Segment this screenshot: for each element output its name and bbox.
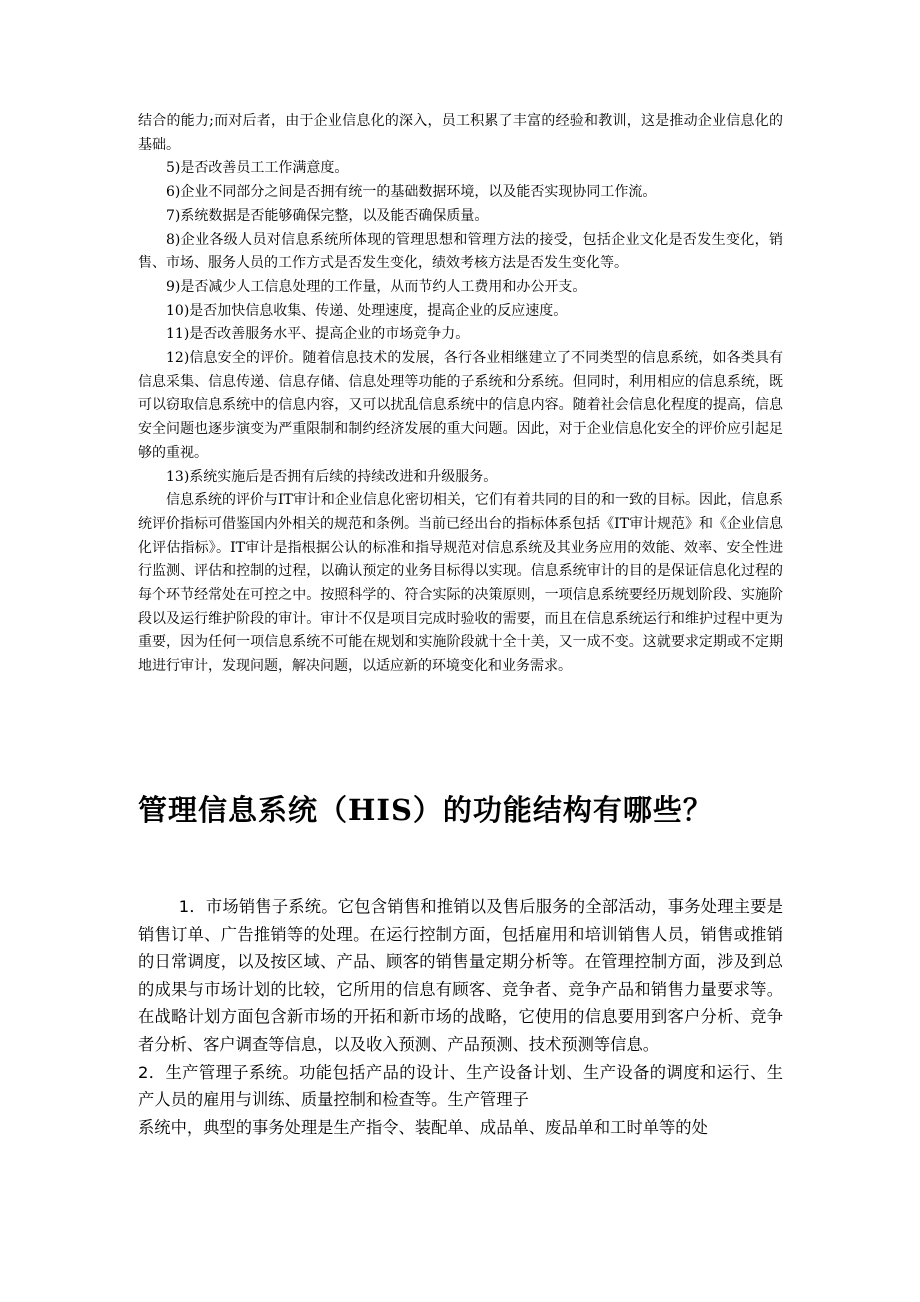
paragraph: 系统中，典型的事务处理是生产指令、装配单、成品单、废品单和工时单等的处 [138, 1117, 708, 1137]
section-heading: 管理信息系统（HIS）的功能结构有哪些？ [138, 793, 713, 827]
evaluation-text-block [138, 110, 783, 679]
paragraph: 13)系统实施后是否拥有后续的持续改进和升级服务。 [166, 468, 498, 485]
paragraph: 12)信息安全的评价。随着信息技术的发展，各行各业相继建立了不同类型的信息系统，如各类具有信息采集、信息传递、信息存储、信息处理等功能的子系统和分系统。但同时，利用相应的信息系统，既可以窃取信息系统中的信息内容，又可以扰乱信息系统中的信息内容。随着社会信息化程度的提高，信息安全问题也逐步演变为严重限制和制约经济发展的重大问题。因此，对于企业信息化安全的评价应引起足够的重视。 [138, 350, 783, 461]
function-structure-text-block [138, 893, 783, 1141]
paragraph: 7)系统数据是否能够确保完整，以及能否确保质量。 [166, 207, 489, 224]
paragraph: 11)是否改善服务水平、提高企业的市场竞争力。 [166, 326, 470, 343]
paragraph: 6)企业不同部分之间是否拥有统一的基础数据环境，以及能否实现协同工作流。 [166, 184, 657, 201]
paragraph: 1．市场销售子系统。它包含销售和推销以及售后服务的全部活动，事务处理主要是销售订单、广告推销等的处理。在运行控制方面，包括雇用和培训销售人员，销售或推销的日常调度，以及按区域、产品、顾客的销售量定期分析等。在管理控制方面，涉及到总的成果与市场计划的比较，它所用的信息有顾客、竞争者、竞争产品和销售力量要求等。在战略计划方面包含新市场的开拓和新市场的战略，它使用的信息要用到客户分析、竞争者分析、客户调查等信息，以及收入预测、产品预测、技术预测等信息。 [138, 897, 783, 1054]
paragraph: 9)是否减少人工信息处理的工作量，从而节约人工费用和办公开支。 [166, 278, 587, 295]
paragraph: 结合的能力;而对后者，由于企业信息化的深入，员工积累了丰富的经验和教训，这是推动企业信息化的基础。 [138, 113, 783, 153]
paragraph: 10)是否加快信息收集、传递、处理速度，提高企业的反应速度。 [166, 302, 568, 319]
paragraph: 2．生产管理子系统。功能包括产品的设计、生产设备计划、生产设备的调度和运行、生产人员的雇用与训练、质量控制和检查等。生产管理子 [138, 1062, 783, 1110]
paragraph: 信息系统的评价与IT审计和企业信息化密切相关，它们有着共同的目的和一致的目标。因此，信息系统评价指标可借鉴国内外相关的规范和条例。当前已经出台的指标体系包括《IT审计规范》和《企业信息化评估指标》。IT审计是指根据公认的标准和指导规范对信息系统及其业务应用的效能、效率、安全性进行监测、评估和控制的过程，以确认预定的业务目标得以实现。信息系统审计的目的是保证信息化过程的每个环节经常处在可控之中。按照科学的、符合实际的决策原则，一项信息系统要经历规划阶段、实施阶段以及运行维护阶段的审计。审计不仅是项目完成时验收的需要，而且在信息系统运行和维护过程中更为重要，因为任何一项信息系统不可能在规划和实施阶段就十全十美，又一成不变。这就要求定期或不定期地进行审计，发现问题，解决问题，以适应新的环境变化和业务需求。 [138, 492, 783, 675]
paragraph: 8)企业各级人员对信息系统所体现的管理思想和管理方法的接受，包括企业文化是否发生变化，销售、市场、服务人员的工作方式是否发生变化，绩效考核方法是否发生变化等。 [138, 231, 783, 272]
paragraph: 5)是否改善员工工作满意度。 [166, 160, 349, 177]
